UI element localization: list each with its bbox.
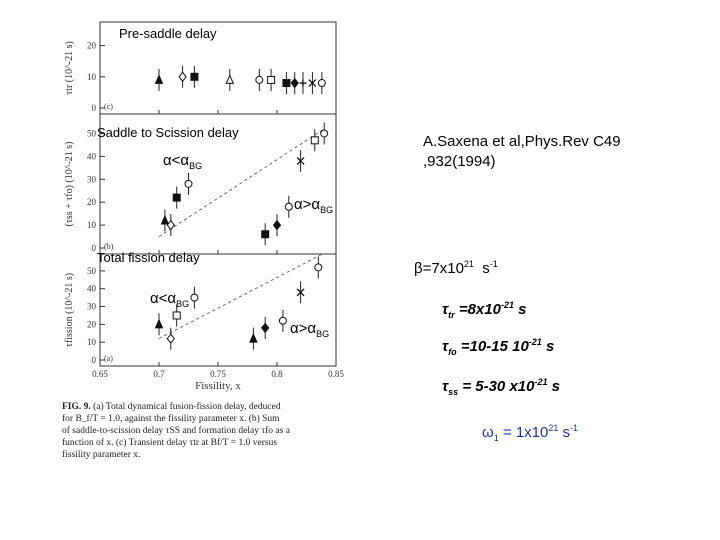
saddle-scission-label: Saddle to Scission delay: [97, 125, 239, 140]
alpha-greater-label-b: $\alpha>\alpha_{BG}$: [294, 196, 334, 215]
y-tick-label: 40: [87, 283, 96, 294]
y-tick-label: 0: [91, 103, 96, 113]
tau-fo-equation: $\tau_{fo} =10-15$ $10^{-21}$ s: [442, 337, 555, 357]
data-point: [291, 79, 298, 88]
data-point: [256, 76, 263, 83]
caption-line: (a) Total dynamical fusion-fission delay, deduced: [93, 402, 281, 412]
omega-equation: $\omega_1 = 1x10^{21}$ $s^{-1}$: [482, 423, 579, 443]
panel-tag: (a): [104, 354, 113, 363]
data-point: [156, 75, 163, 83]
y-tick-label: 0: [91, 355, 96, 365]
y-axis-label: τfission (10^-21 s): [64, 272, 75, 348]
x-tick-label: 0.7: [153, 369, 165, 379]
x-tick-label: 0.8: [271, 369, 283, 379]
caption-line: of saddle-to-scission delay τSS and formation delay τfo as a: [62, 426, 290, 436]
y-tick-label: 50: [87, 128, 96, 139]
data-point: [299, 80, 306, 87]
y-tick-label: 20: [87, 319, 96, 330]
trend-line: [159, 129, 324, 237]
y-tick-label: 10: [87, 220, 96, 231]
caption-line: for B_f/T = 1.0, against the fissility parameter x. (b) Sum: [62, 414, 280, 424]
panel-frame: [100, 254, 336, 366]
caption-line: function of x. (c) Transient delay τtr at Bf/T = 1.0 versus: [62, 438, 278, 448]
tau-ss-equation: $\tau_{ss} = 5-30$ $x10^{-21}$ s: [442, 377, 561, 397]
reference-line-1: A.Saxena et al,Phys.Rev C49: [423, 133, 621, 150]
x-tick-label: 0.75: [210, 369, 226, 379]
x-tick-label: 0.65: [92, 369, 108, 379]
y-axis-label: (τss + τfo) (10^-21 s): [64, 141, 75, 227]
data-point: [156, 320, 163, 328]
y-axis-label: τtr (10^-21 s): [64, 41, 75, 95]
data-point: [167, 334, 174, 343]
data-point: [173, 194, 180, 201]
data-point: [283, 80, 290, 87]
panel-tag: (c): [104, 102, 113, 111]
y-tick-label: 0: [91, 243, 96, 253]
reference-line-2: ,932(1994): [423, 153, 496, 170]
presaddle-label: Pre-saddle delay: [119, 26, 217, 41]
data-point: [318, 80, 325, 87]
data-point: [315, 264, 322, 271]
y-tick-label: 10: [87, 337, 96, 348]
data-point: [179, 72, 186, 81]
panel-tag: (b): [104, 242, 114, 251]
x-axis-label: Fissility, x: [195, 380, 241, 392]
data-point: [185, 180, 192, 187]
data-point: [262, 231, 269, 238]
data-point: [191, 73, 198, 80]
caption-label: FIG. 9.: [62, 402, 91, 412]
y-tick-label: 40: [87, 151, 96, 162]
y-tick-label: 30: [87, 174, 96, 185]
y-tick-label: 50: [87, 265, 96, 276]
data-point: [311, 137, 318, 144]
y-tick-label: 10: [87, 71, 96, 82]
data-point: [167, 221, 174, 230]
data-point: [161, 216, 168, 224]
beta-equation: $\beta=7x10^{21}$ $s^{-1}$: [414, 259, 498, 277]
tau-tr-equation: $\tau_{tr} =8x10^{-21}$ s: [442, 300, 527, 320]
data-point: [274, 221, 281, 230]
data-point: [279, 317, 286, 324]
data-point: [250, 334, 257, 342]
data-point: [268, 76, 275, 83]
data-point: [262, 323, 269, 332]
y-tick-label: 20: [87, 197, 96, 208]
caption-line: fissility parameter x.: [62, 450, 141, 460]
total-fission-label: Total fission delay: [97, 250, 200, 265]
data-point: [191, 294, 198, 301]
data-point: [321, 130, 328, 137]
data-point: [226, 75, 233, 83]
alpha-less-label-b: $\alpha<\alpha_{BG}$: [163, 152, 203, 171]
alpha-less-label-a: $\alpha<\alpha_{BG}$: [150, 290, 190, 309]
y-tick-label: 30: [87, 301, 96, 312]
data-point: [173, 312, 180, 319]
alpha-greater-label-a: $\alpha>\alpha_{BG}$: [290, 320, 330, 339]
y-tick-label: 20: [87, 40, 96, 51]
x-tick-label: 0.85: [328, 369, 344, 379]
data-point: [285, 203, 292, 210]
figure-caption: [62, 401, 362, 461]
